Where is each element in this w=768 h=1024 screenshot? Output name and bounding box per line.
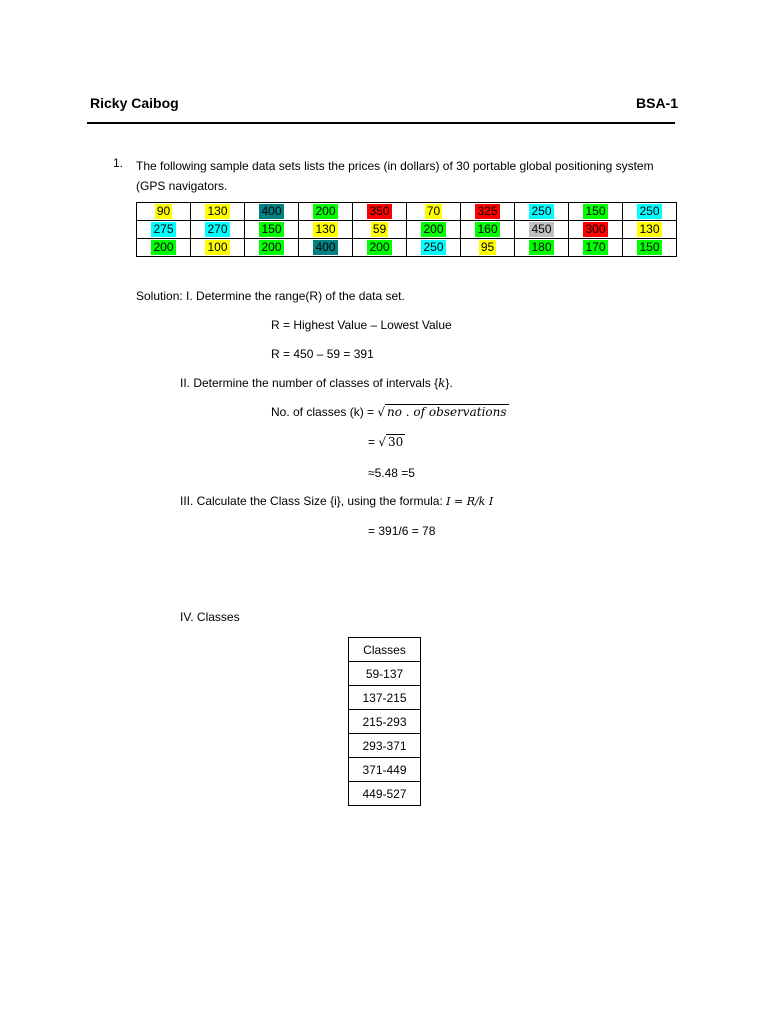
data-cell bbox=[569, 239, 623, 257]
price-value: 70 bbox=[426, 204, 441, 218]
data-cell bbox=[407, 203, 461, 221]
price-value: 250 bbox=[531, 204, 552, 218]
price-value: 95 bbox=[480, 240, 495, 254]
range-calculation: R = 450 – 59 = 391 bbox=[271, 347, 374, 361]
class-row bbox=[349, 734, 421, 758]
data-cell bbox=[407, 239, 461, 257]
data-cell bbox=[353, 239, 407, 257]
question-number: 1. bbox=[113, 156, 124, 170]
data-cell bbox=[137, 239, 191, 257]
class-interval: 137-215 bbox=[349, 686, 421, 710]
price-value: 250 bbox=[423, 240, 444, 254]
data-cell bbox=[515, 239, 569, 257]
price-value: 100 bbox=[207, 240, 228, 254]
data-cell bbox=[461, 239, 515, 257]
sqrt-observations bbox=[377, 405, 508, 419]
data-cell bbox=[191, 203, 245, 221]
step-1-heading: Solution: I. Determine the range(R) of the data set. bbox=[136, 289, 405, 303]
price-value: 200 bbox=[315, 204, 336, 218]
approx-result: ≈5.48 =5 bbox=[368, 466, 415, 480]
class-size-calculation: = 391/6 = 78 bbox=[368, 524, 436, 538]
sqrt-sign-2: √ bbox=[378, 435, 386, 449]
data-row bbox=[137, 221, 677, 239]
data-cell bbox=[461, 221, 515, 239]
price-value: 250 bbox=[639, 204, 660, 218]
author-name: Ricky Caibog bbox=[90, 95, 179, 111]
data-cell bbox=[515, 203, 569, 221]
price-value: 130 bbox=[207, 204, 228, 218]
data-cell bbox=[353, 203, 407, 221]
step-3-heading bbox=[180, 494, 493, 508]
data-cell bbox=[623, 239, 677, 257]
classes-label: No. of classes (k) = bbox=[271, 405, 378, 419]
data-cell bbox=[569, 221, 623, 239]
header-divider bbox=[87, 122, 675, 124]
sqrt-sign: √ bbox=[377, 405, 386, 419]
data-cell bbox=[299, 239, 353, 257]
step-2-variable: k bbox=[438, 376, 446, 390]
class-row bbox=[349, 686, 421, 710]
question-text: The following sample data sets lists the prices (in dollars) of 30 portable global positioning system (GPS navigators. bbox=[136, 159, 654, 193]
data-cell bbox=[191, 221, 245, 239]
class-row bbox=[349, 662, 421, 686]
sqrt-value: 30 bbox=[388, 435, 404, 449]
classes-header-row bbox=[349, 638, 421, 662]
class-row bbox=[349, 710, 421, 734]
class-interval: 215-293 bbox=[349, 710, 421, 734]
class-interval: 449-527 bbox=[349, 782, 421, 806]
data-cell bbox=[461, 203, 515, 221]
section-code: BSA-1 bbox=[636, 95, 679, 111]
price-value: 130 bbox=[315, 222, 336, 236]
price-value: 200 bbox=[261, 240, 282, 254]
price-value: 300 bbox=[585, 222, 606, 236]
price-value: 350 bbox=[369, 204, 390, 218]
data-cell bbox=[569, 203, 623, 221]
price-value: 150 bbox=[639, 240, 660, 254]
step-4-heading: IV. Classes bbox=[180, 610, 240, 624]
price-value: 170 bbox=[585, 240, 606, 254]
sqrt-thirty-line bbox=[368, 435, 405, 449]
data-cell bbox=[245, 239, 299, 257]
step-3-prefix: III. Calculate the Class Size {i}, using the formula: bbox=[180, 494, 447, 508]
step-2-suffix: }. bbox=[445, 376, 453, 390]
class-interval: 59-137 bbox=[349, 662, 421, 686]
classes-header-cell: Classes bbox=[349, 638, 421, 662]
price-value: 180 bbox=[531, 240, 552, 254]
price-value: 270 bbox=[207, 222, 228, 236]
sqrt-thirty bbox=[378, 435, 405, 449]
class-interval: 371-449 bbox=[349, 758, 421, 782]
class-size-formula: I = R/k I bbox=[446, 495, 494, 508]
data-cell bbox=[515, 221, 569, 239]
price-value: 130 bbox=[639, 222, 660, 236]
step-2-prefix: II. Determine the number of classes of intervals { bbox=[180, 376, 439, 390]
price-value: 400 bbox=[315, 240, 336, 254]
price-value: 200 bbox=[153, 240, 174, 254]
price-value: 90 bbox=[156, 204, 171, 218]
step-2-heading bbox=[180, 376, 453, 390]
classes-formula bbox=[271, 405, 509, 419]
price-value: 150 bbox=[585, 204, 606, 218]
data-cell bbox=[245, 221, 299, 239]
class-row bbox=[349, 782, 421, 806]
price-value: 400 bbox=[261, 204, 282, 218]
data-cell bbox=[299, 203, 353, 221]
data-cell bbox=[191, 239, 245, 257]
data-cell bbox=[623, 221, 677, 239]
data-cell bbox=[137, 221, 191, 239]
range-formula: R = Highest Value – Lowest Value bbox=[271, 318, 452, 332]
data-cell bbox=[245, 203, 299, 221]
price-data-table bbox=[136, 202, 677, 257]
class-interval: 293-371 bbox=[349, 734, 421, 758]
data-cell bbox=[623, 203, 677, 221]
price-value: 200 bbox=[423, 222, 444, 236]
price-value: 160 bbox=[477, 222, 498, 236]
data-row bbox=[137, 203, 677, 221]
price-value: 450 bbox=[531, 222, 552, 236]
price-value: 59 bbox=[372, 222, 387, 236]
data-cell bbox=[299, 221, 353, 239]
data-cell bbox=[407, 221, 461, 239]
sqrt-expression: no . of observations bbox=[387, 405, 507, 419]
data-cell bbox=[137, 203, 191, 221]
price-value: 325 bbox=[477, 204, 498, 218]
price-value: 200 bbox=[369, 240, 390, 254]
price-value: 275 bbox=[153, 222, 174, 236]
class-row bbox=[349, 758, 421, 782]
data-cell bbox=[353, 221, 407, 239]
price-value: 150 bbox=[261, 222, 282, 236]
classes-table bbox=[348, 637, 421, 806]
data-row bbox=[137, 239, 677, 257]
equals-sign: = bbox=[368, 435, 379, 449]
